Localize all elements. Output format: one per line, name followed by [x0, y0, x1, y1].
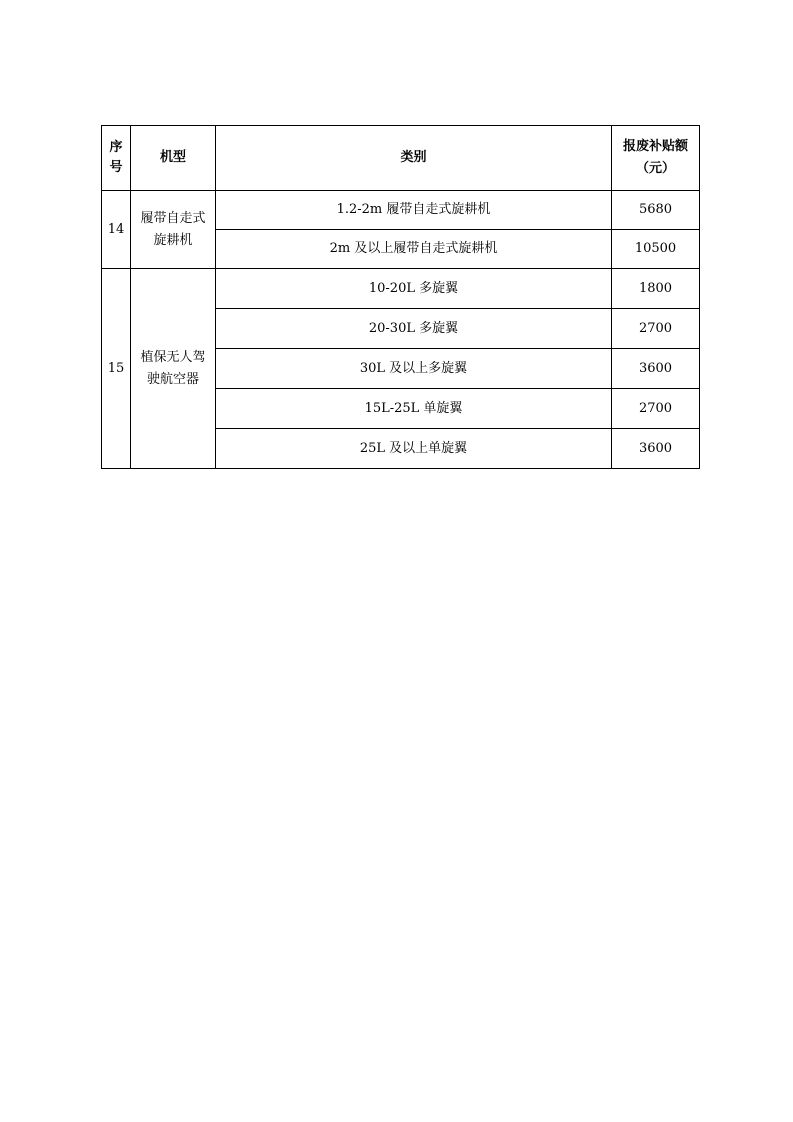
header-amount — [612, 126, 700, 191]
machine-type-line1: 植保无人驾 — [140, 349, 206, 365]
amount-cell: 1800 — [612, 269, 700, 309]
header-no-line1: 序 — [109, 140, 123, 155]
row-number: 15 — [102, 269, 131, 469]
machine-type-line1: 履带自走式 — [140, 210, 206, 226]
machine-type-line2: 旋耕机 — [153, 232, 193, 248]
machine-type — [131, 269, 216, 469]
header-category: 类别 — [216, 126, 612, 191]
category-cell: 10-20L 多旋翼 — [216, 269, 612, 309]
amount-cell: 2700 — [612, 309, 700, 349]
machine-type-line2: 驶航空器 — [146, 371, 199, 387]
header-no-line2: 号 — [109, 160, 123, 175]
amount-cell: 3600 — [612, 349, 700, 389]
machine-type — [131, 191, 216, 269]
header-type: 机型 — [131, 126, 216, 191]
category-cell: 2m 及以上履带自走式旋耕机 — [216, 230, 612, 269]
amount-cell: 3600 — [612, 429, 700, 469]
category-cell: 1.2-2m 履带自走式旋耕机 — [216, 191, 612, 230]
amount-cell: 5680 — [612, 191, 700, 230]
header-amount-line2: （元） — [635, 161, 675, 176]
category-cell: 25L 及以上单旋翼 — [216, 429, 612, 469]
row-number: 14 — [102, 191, 131, 269]
table-row — [102, 191, 700, 230]
category-cell: 15L-25L 单旋翼 — [216, 389, 612, 429]
subsidy-table — [101, 125, 700, 469]
table-row — [102, 269, 700, 309]
category-cell: 20-30L 多旋翼 — [216, 309, 612, 349]
header-amount-line1: 报废补贴额 — [622, 139, 688, 154]
amount-cell: 10500 — [612, 230, 700, 269]
category-cell: 30L 及以上多旋翼 — [216, 349, 612, 389]
header-no — [102, 126, 131, 191]
amount-cell: 2700 — [612, 389, 700, 429]
header-row — [102, 126, 700, 191]
